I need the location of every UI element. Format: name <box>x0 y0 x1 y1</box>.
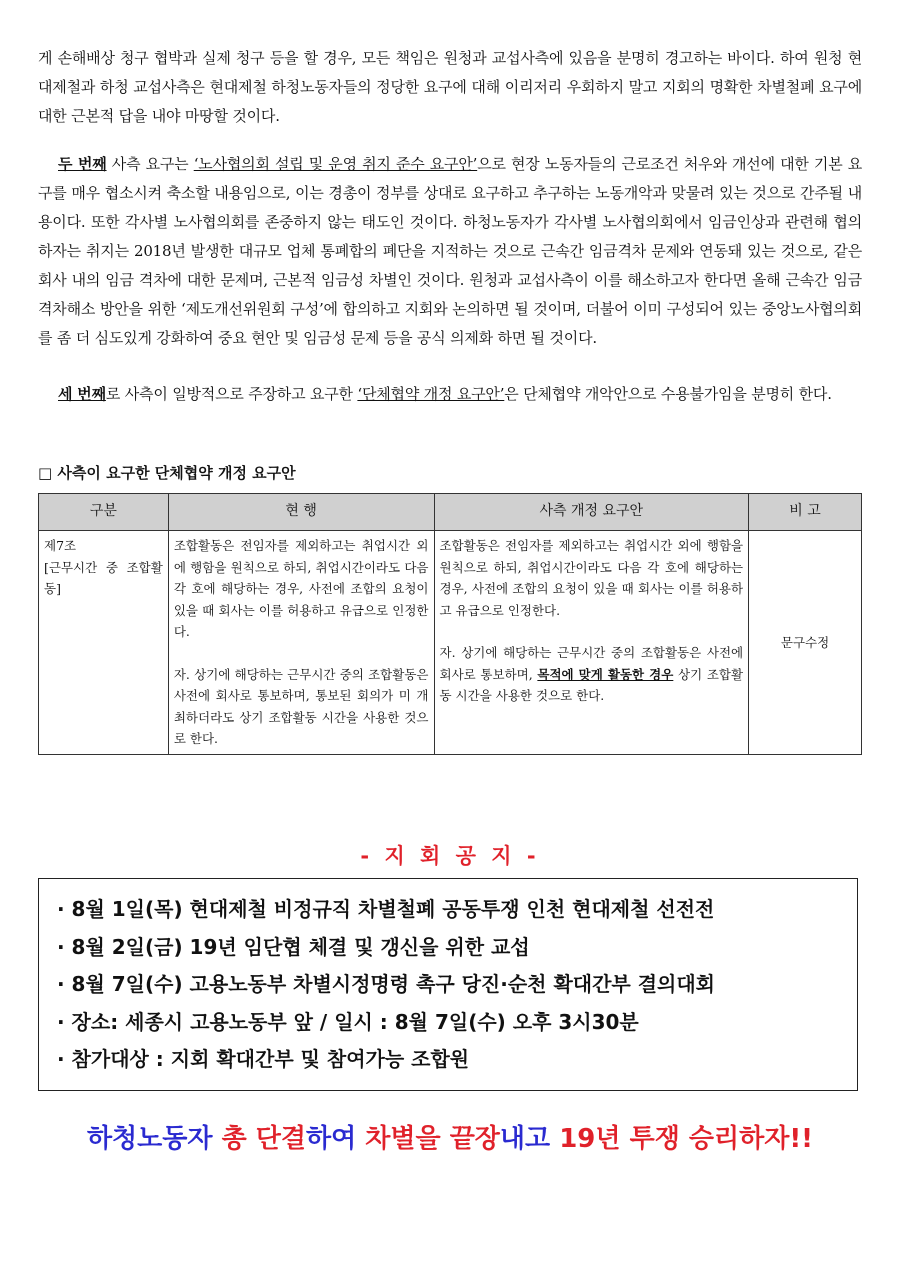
header-current: 현 행 <box>168 494 434 531</box>
slogan-part: 단결 <box>255 1124 306 1154</box>
paragraph-1: 게 손해배상 청구 협박과 실제 청구 등을 할 경우, 모든 책임은 원청과 교섭사측에 있음을 분명히 경고하는 바이다. 하여 원청 현대제철과 하청 교섭사측은 현대제철 하청노동자들의 정당한 요구에 대해 이리저리 우회하지 말고 지회의 명확한 차별철폐 요구에 대한 근본적 답을 내야 마땅할 것이다. <box>38 49 863 125</box>
cell-note: 문구수정 <box>749 531 862 755</box>
slogan-part: 내고 <box>499 1124 560 1154</box>
cell-category: 제7조 [근무시간 중 조합활동] <box>39 531 169 755</box>
slogan-part: 끝장 <box>449 1124 500 1154</box>
paragraph-3: 세 번째로 사측이 일방적으로 주장하고 요구한 ‘단체협약 개정 요구안’은 단체협약 개악안으로 수용불가임을 분명히 한다. <box>58 385 832 403</box>
slogan <box>0 1118 900 1155</box>
table-row <box>39 531 862 755</box>
section-title: □ 사측이 요구한 단체협약 개정 요구안 <box>38 464 296 482</box>
slogan-part: 차별을 <box>365 1124 450 1154</box>
notice-item: · 8월 7일(수) 고용노동부 차별시정명령 촉구 당진·순천 확대간부 결의대회 <box>57 972 715 996</box>
paragraph-2-quote: ‘노사협의회 설립 및 운영 취지 준수 요구안’ <box>193 155 478 173</box>
slogan-part: 하여 <box>305 1124 366 1154</box>
slogan-part: 19년 <box>559 1124 630 1154</box>
slogan-part: 투쟁 승리하자!! <box>629 1124 814 1154</box>
notice-item: · 8월 1일(목) 현대제철 비정규직 차별철폐 공동투쟁 인천 현대제철 선전전 <box>57 897 715 921</box>
cell-proposed: 조합활동은 전임자를 제외하고는 취업시간 외에 행함을 원칙으로 하되, 취업시간이라도 다음 각 호에 해당하는 경우, 사전에 조합의 요청이 있을 때 회사는 이를 허용하고 유급으로 인정한다. 자. 상기에 해당하는 근무시간 중의 조합활동은 사전에 회사로 통보하며, 목적에 맞게 활동한 경우 상기 조합활동 시간을 사용한 것으로 한다. <box>434 531 749 755</box>
slogan-part: 하청노동자 <box>86 1124 222 1154</box>
paragraph-2: 두 번째 사측 요구는 ‘노사협의회 설립 및 운영 취지 준수 요구안’으로 현장 노동자들의 근로조건 처우와 개선에 대한 기본 요구를 매우 협소시켜 축소할 내용임으로, 이는 경총이 정부를 상대로 요구하고 추구하는 노동개악과 맞물려 있는 것으로 간주될 내용이다. 또한 각사별 노사협의회를 존중하지 않는 태도인 것이다. 하청노동자가 각사별 노사협의회에서 임금인상과 관련해 협의하자는 취지는 2018년 발생한 대규모 업체 통폐합의 폐단을 지적하는 것으로 근속간 임금격차 문제와 연동돼 있는 것으로, 같은 회사 내의 임금 격차에 대한 문제며, 근본적 임금성 차별인 것이다. 원청과 교섭사측이 이를 해소하고자 한다면 올해 근속간 임금격차해소 방안을 위한 ‘제도개선위원회 구성’에 합의하고 지회와 논의하면 될 것이며, 더불어 이미 구성되어 있는 중앙노사협의회를 좀 더 심도있게 강화하여 중요 현안 및 임금성 문제 등을 공식 의제화 하면 될 것이다. <box>38 155 863 347</box>
notice-box <box>38 878 858 1091</box>
paragraph-3-quote: ‘단체협약 개정 요구안’ <box>357 385 505 403</box>
notice-title: - 지 회 공 지 - <box>360 844 540 868</box>
header-category: 구분 <box>39 494 169 531</box>
paragraph-2-lead: 두 번째 <box>58 155 107 173</box>
proposed-highlight: 목적에 맞게 활동한 경우 <box>537 666 674 682</box>
notice-item: · 장소: 세종시 고용노동부 앞 / 일시 : 8월 7일(수) 오후 3시30분 <box>57 1009 639 1034</box>
notice-item: · 8월 2일(금) 19년 임단협 체결 및 갱신을 위한 교섭 <box>57 934 530 959</box>
paragraph-3-lead: 세 번째 <box>58 385 106 403</box>
notice-item: · 참가대상 : 지회 확대간부 및 참여가능 조합원 <box>57 1047 470 1071</box>
table-header-row <box>39 494 862 531</box>
header-proposed: 사측 개정 요구안 <box>434 494 749 531</box>
amendment-table <box>38 493 862 755</box>
cell-current: 조합활동은 전임자를 제외하고는 취업시간 외에 행함을 원칙으로 하되, 취업시간이라도 다음 각 호에 해당하는 경우, 사전에 조합의 요청이 있을 때 회사는 이를 허용하고 유급으로 인정한다. 자. 상기에 해당하는 근무시간 중의 조합활동은 사전에 회사로 통보하며, 통보된 회의가 미 개최하더라도 상기 조합활동 시간을 사용한 것으로 한다. <box>168 531 434 755</box>
header-note: 비 고 <box>749 494 862 531</box>
slogan-part: 총 <box>221 1124 256 1154</box>
